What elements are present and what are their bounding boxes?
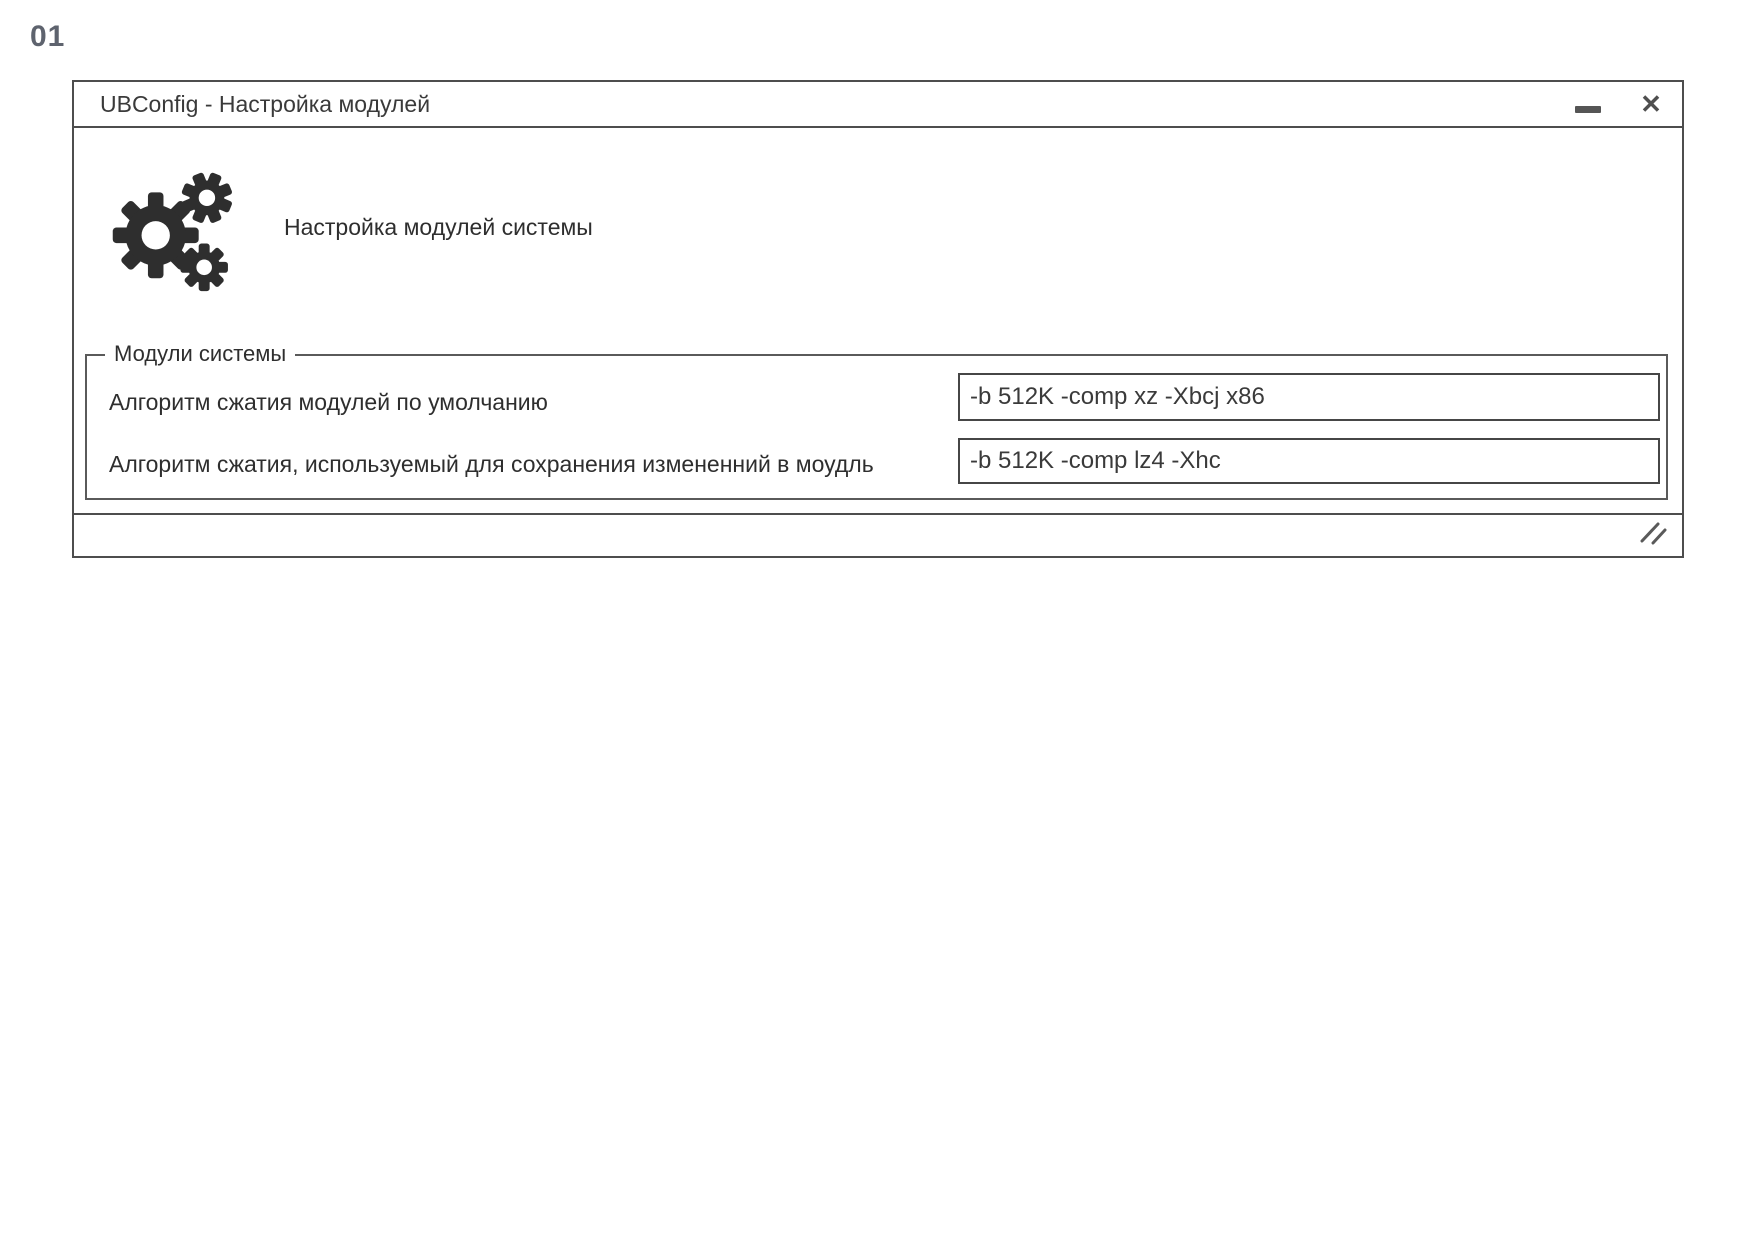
- compression-save-label: Алгоритм сжатия, используемый для сохранения измененний в моудль: [109, 451, 874, 477]
- groupbox-legend: Модули системы: [105, 341, 295, 367]
- gears-icon: [110, 164, 238, 297]
- compression-default-label: Алгоритм сжатия модулей по умолчанию: [109, 389, 548, 415]
- close-button[interactable]: [1636, 89, 1666, 119]
- app-window: [72, 80, 1684, 558]
- status-bar: [74, 513, 1682, 556]
- resize-grip-icon[interactable]: [1638, 520, 1668, 551]
- minimize-icon: [1575, 106, 1601, 113]
- modules-groupbox: [85, 341, 1668, 500]
- page-title: Настройка модулей системы: [284, 214, 593, 240]
- window-content: [74, 130, 1682, 513]
- compression-default-input[interactable]: [958, 373, 1660, 421]
- close-icon: ✕: [1640, 88, 1662, 119]
- window-title: UBConfig - Настройка модулей: [100, 90, 431, 117]
- window-controls: [1574, 89, 1666, 119]
- slide-number-label: 01: [30, 20, 66, 53]
- minimize-button[interactable]: [1574, 92, 1602, 116]
- title-bar: [74, 82, 1682, 128]
- compression-save-input[interactable]: [958, 438, 1660, 484]
